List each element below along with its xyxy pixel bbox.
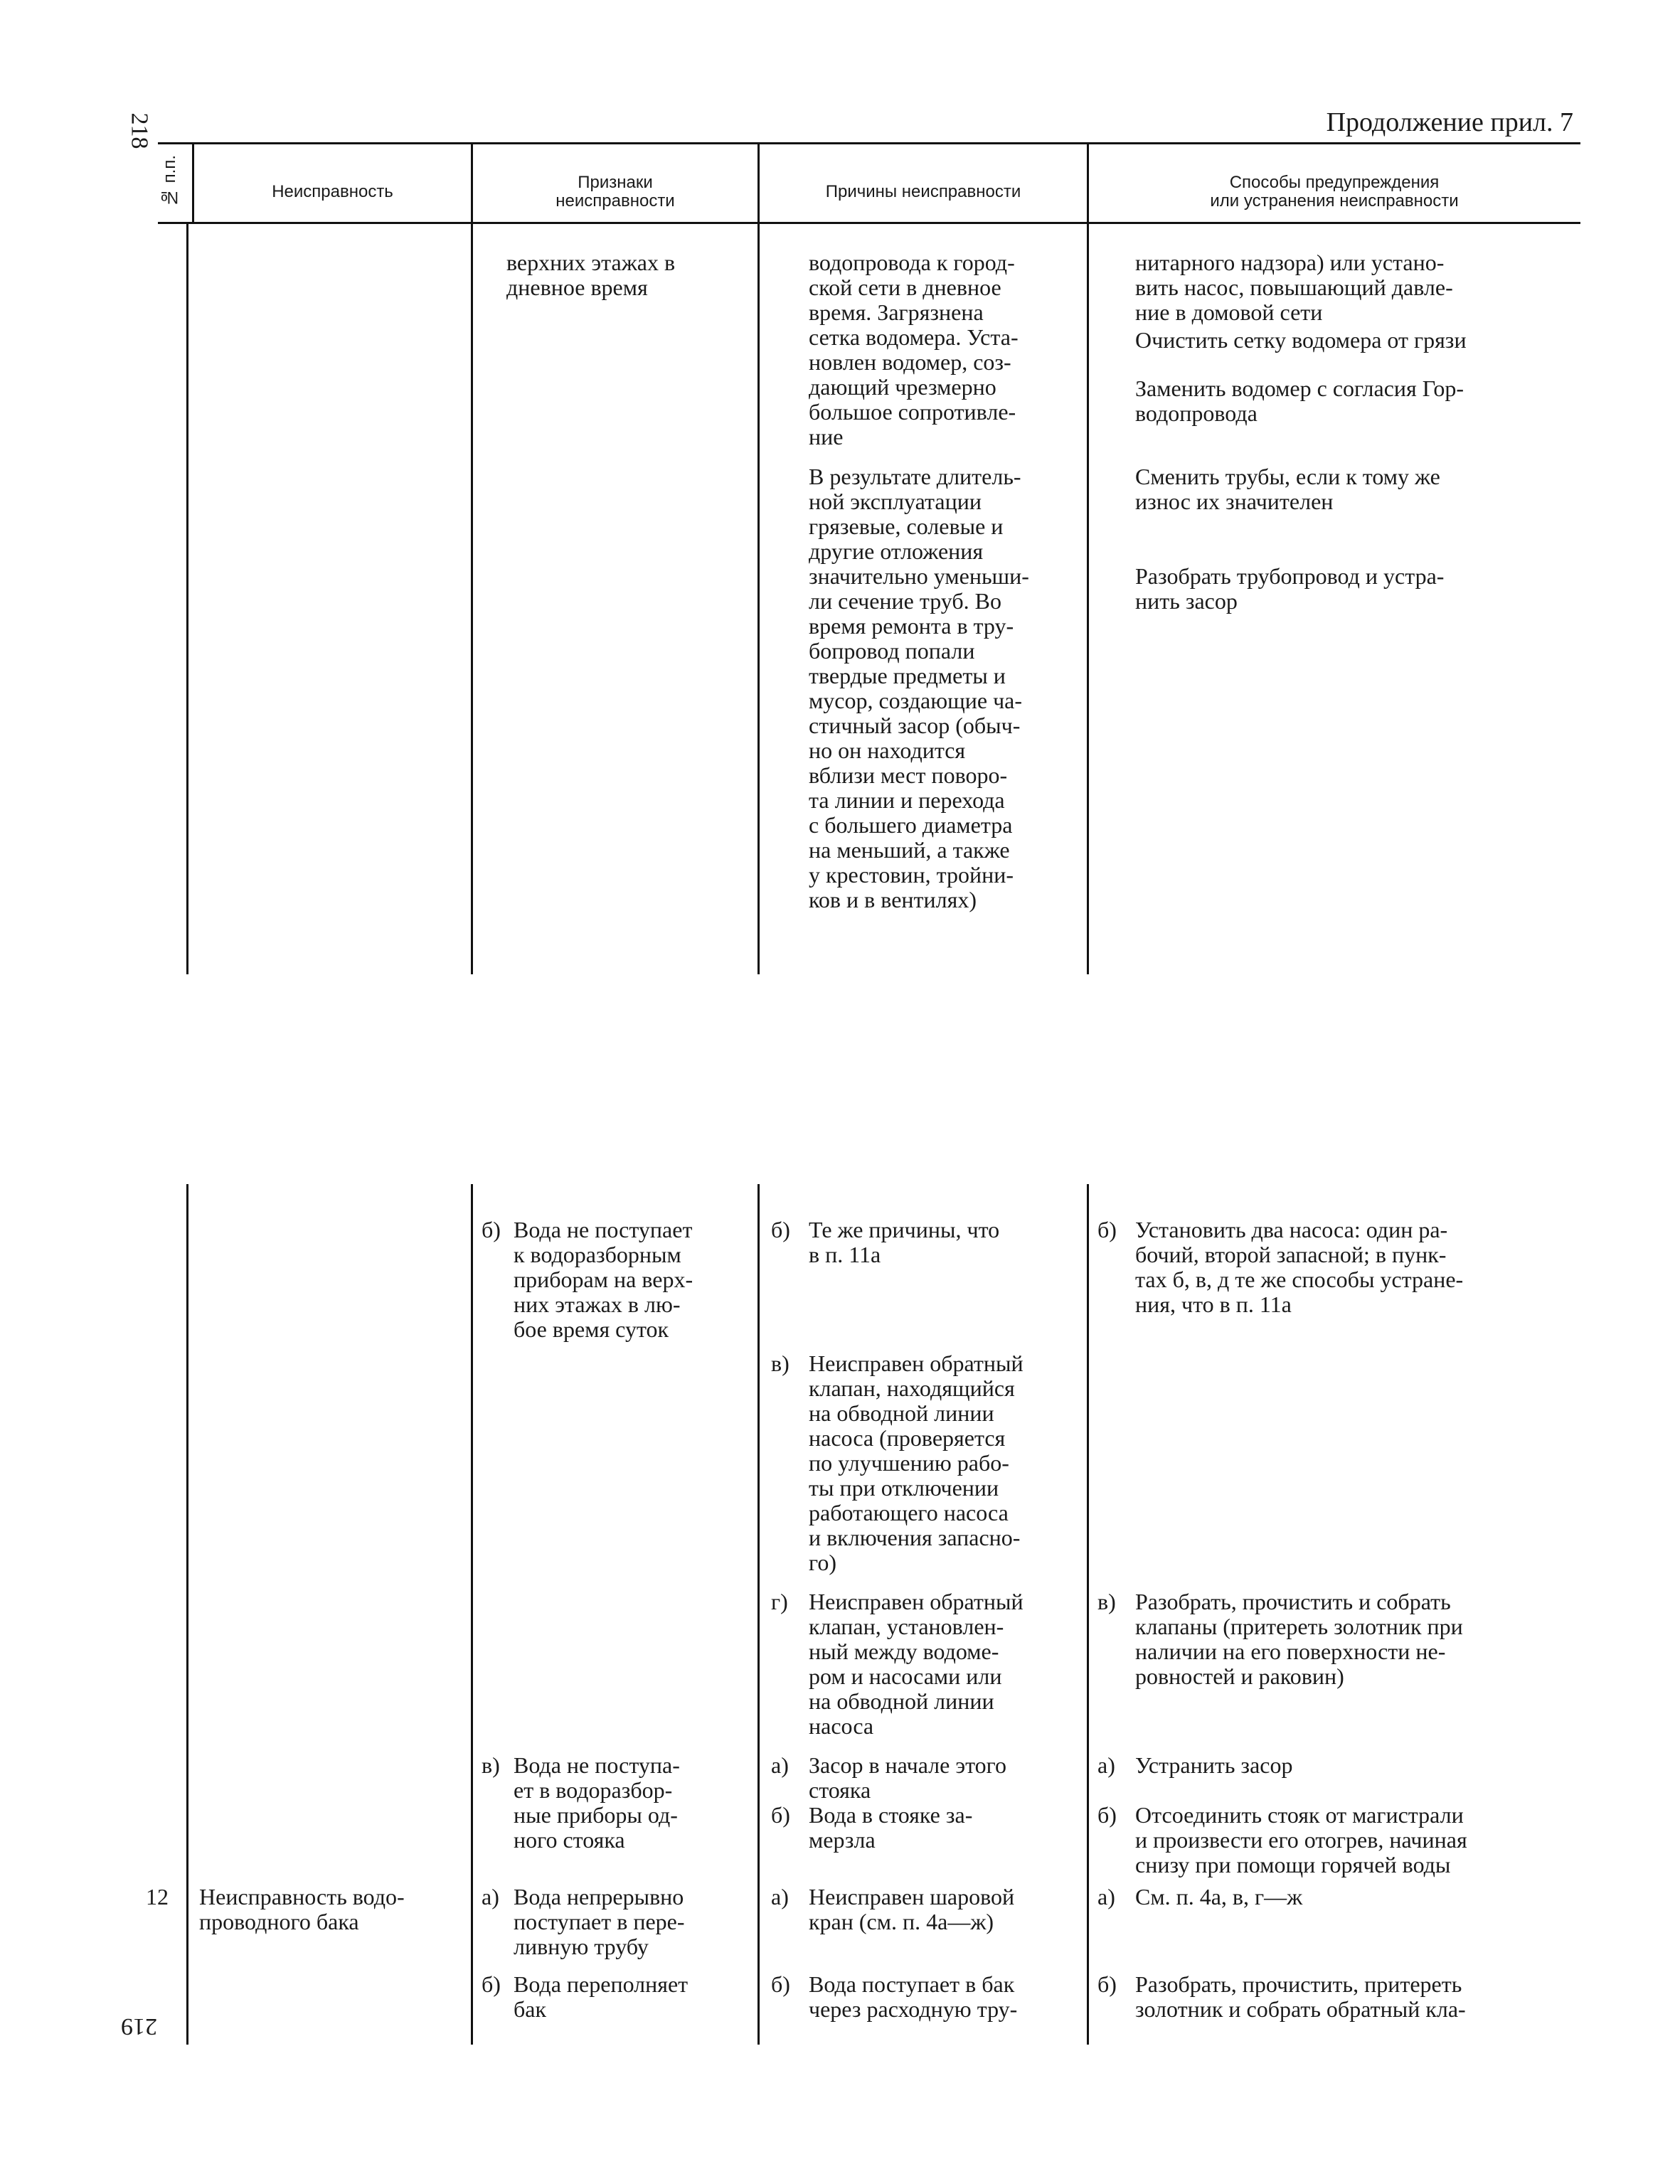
v-sign-label: в) xyxy=(482,1752,500,1778)
r12b-sign-label: б) xyxy=(482,1971,501,1997)
upper-col-rule xyxy=(1087,224,1089,974)
r12a-cause-label: а) xyxy=(771,1884,789,1909)
r12a-sign-label: а) xyxy=(482,1884,499,1909)
b2-cause: Вода в стояке за- мерзла xyxy=(809,1802,973,1853)
b-cause-label: б) xyxy=(771,1217,790,1242)
v-method-label: в) xyxy=(1097,1589,1116,1614)
r12a-method: См. п. 4а, в, г—ж xyxy=(1135,1884,1303,1909)
v-method: Разобрать, прочистить и собрать клапаны (притереть золотник при наличии на его поверхности не- ровностей и раковин) xyxy=(1135,1589,1463,1689)
upper-cause-2: В результате длитель- ной эксплуатации грязевые, солевые и другие отложения значительно уменьши- ли сечение труб. Во время ремонта в тру- бопровод попали твердые предметы и мусор, создающие ча- стичный засор (обыч- но он находится вблизи мест поворо- та линии и перехода с большего диаметра на меньший, а также у крестовин, тройни- ков и в вентилях) xyxy=(809,464,1029,912)
b2-method: Отсоединить стояк от магистрали и произвести его отогрев, начиная снизу при помощи горячей воды xyxy=(1135,1802,1467,1877)
upper-method-1: нитарного надзора) или устано- вить насос, повышающий давле- ние в домовой сети xyxy=(1135,250,1453,325)
v-sign: Вода не поступа- ет в водоразбор- ные приборы од- ного стояка xyxy=(514,1752,680,1853)
header-num: № п.п. xyxy=(160,155,179,208)
r12a-cause: Неисправен шаровой кран (см. п. 4а—ж) xyxy=(809,1884,1015,1934)
b-sign: Вода не поступает к водоразборным приборам на верх- них этажах в лю- бое время суток xyxy=(514,1217,693,1342)
row12-fault: Неисправность водо- проводного бака xyxy=(199,1884,405,1934)
b-cause: Те же причины, что в п. 11а xyxy=(809,1217,1000,1267)
row12-number: 12 xyxy=(146,1884,169,1909)
r12b-cause: Вода поступает в бак через расходную тру- xyxy=(809,1971,1018,2022)
upper-signs: верхних этажах в дневное время xyxy=(506,250,676,300)
upper-col-rule xyxy=(471,224,473,974)
b2-method-label: б) xyxy=(1097,1802,1117,1828)
page-number-bottom: 219 xyxy=(121,2013,157,2040)
header-fault: Неисправность xyxy=(272,182,393,201)
running-head: Продолжение прил. 7 xyxy=(1326,107,1573,137)
b2-cause-label: б) xyxy=(771,1802,790,1828)
header-methods: Способы предупреждения или устранения неисправности xyxy=(1210,173,1459,211)
header-bottom-rule xyxy=(158,222,1580,224)
upper-method-3: Заменить водомер с согласия Гор- водопровода xyxy=(1135,375,1464,426)
header-causes: Причины неисправности xyxy=(825,182,1021,201)
v-cause: Неисправен обратный клапан, находящийся на обводной линии насоса (проверяется по улучшению рабо- ты при отключении работающего насоса и включения запасно- го) xyxy=(809,1351,1024,1575)
g-cause: Неисправен обратный клапан, установлен- ный между водоме- ром и насосами или на обводной линии насоса xyxy=(809,1589,1024,1739)
lower-col-rule xyxy=(186,1184,188,2045)
lower-col-rule xyxy=(757,1184,760,2045)
a-method-label: а) xyxy=(1097,1752,1115,1778)
upper-col-rule xyxy=(757,224,760,974)
upper-col-rule xyxy=(186,224,188,974)
upper-method-5: Разобрать трубопровод и устра- нить засор xyxy=(1135,563,1445,614)
header-top-rule xyxy=(158,142,1580,144)
upper-method-2: Очистить сетку водомера от грязи xyxy=(1135,327,1467,353)
b-method-label: б) xyxy=(1097,1217,1117,1242)
r12b-sign: Вода переполняет бак xyxy=(514,1971,689,2022)
r12b-cause-label: б) xyxy=(771,1971,790,1997)
lower-col-rule xyxy=(1087,1184,1089,2045)
upper-cause-1: водопровода к город- ской сети в дневное время. Загрязнена сетка водомера. Уста- новлен водомер, соз- дающий чрезмерно большое сопротивле- ние xyxy=(809,250,1019,449)
page-number-top: 218 xyxy=(126,112,153,149)
r12a-sign: Вода непрерывно поступает в пере- ливную трубу xyxy=(514,1884,685,1959)
g-cause-label: г) xyxy=(771,1589,788,1614)
lower-col-rule xyxy=(471,1184,473,2045)
header-signs: Признаки неисправности xyxy=(555,173,675,211)
a-cause-label: а) xyxy=(771,1752,789,1778)
b-sign-label: б) xyxy=(482,1217,501,1242)
b-method: Установить два насоса: один ра- бочий, второй запасной; в пунк- тах б, в, д те же способы устране- ния, что в п. 11а xyxy=(1135,1217,1464,1317)
a-method: Устранить засор xyxy=(1135,1752,1293,1778)
r12b-method-label: б) xyxy=(1097,1971,1117,1997)
r12a-method-label: а) xyxy=(1097,1884,1115,1909)
a-cause: Засор в начале этого стояка xyxy=(809,1752,1006,1803)
v-cause-label: в) xyxy=(771,1351,790,1376)
r12b-method: Разобрать, прочистить, притереть золотник и собрать обратный кла- xyxy=(1135,1971,1466,2022)
upper-method-4: Сменить трубы, если к тому же износ их значителен xyxy=(1135,464,1440,514)
